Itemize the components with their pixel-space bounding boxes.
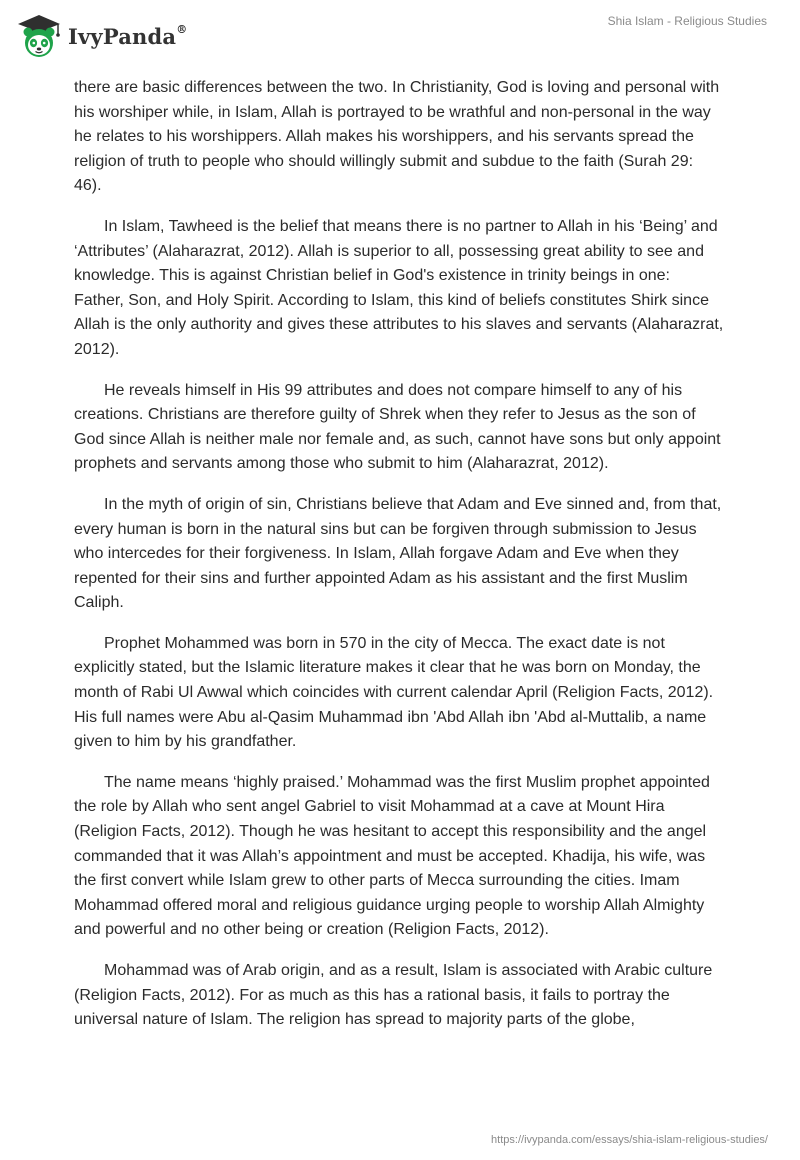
page-header: [0, 0, 800, 72]
paragraph: there are basic differences between the two. In Christianity, God is loving and personal with his worshiper while, in Islam, Allah is portrayed to be wrathful and non-personal in the way he relates to his worshippers. Allah makes his worshippers, and his servants spread the religion of truth to people who should willingly submit and subdue to the faith (Surah 29: 46).: [74, 79, 720, 195]
paragraph: He reveals himself in His 99 attributes and does not compare himself to any of his creations. Christians are therefore guilty of Shrek when they refer to Jesus as the son of God since Allah is neither male nor female and, as such, cannot have sons but only appoint prophets and servants among those who submit to him (Alaharazrat, 2012).: [74, 381, 721, 473]
document-title: Shia Islam - Religious Studies: [607, 14, 767, 28]
panda-graduate-icon: [14, 12, 64, 60]
logo-name: IvyPanda: [68, 23, 177, 49]
essay-body: [74, 76, 724, 1049]
paragraph: Prophet Mohammed was born in 570 in the city of Mecca. The exact date is not explicitly stated, but the Islamic literature makes it clear that he was born on Monday, the month of Rabi Ul Awwal which coincides with current calendar April (Religion Facts, 2012). His full names were Abu al-Qasim Muhammad ibn 'Abd Allah ibn 'Abd al-Muttalib, a name given to him by his grandfather.: [74, 634, 714, 751]
ivypanda-logo[interactable]: [14, 12, 187, 60]
registered-mark: ®: [176, 22, 188, 36]
paragraph: In the myth of origin of sin, Christians believe that Adam and Eve sinned and, from that, every human is born in the natural sins but can be forgiven through submission to Jesus who intercedes for their forgiveness. In Islam, Allah forgave Adam and Eve when they repented for their sins and further appointed Adam as his assistant and the first Muslim Caliph.: [74, 495, 722, 612]
source-url[interactable]: https://ivypanda.com/essays/shia-islam-religious-studies/: [491, 1134, 768, 1146]
paragraph: In Islam, Tawheed is the belief that means there is no partner to Allah in his ‘Being’ and ‘Attributes’ (Alaharazrat, 2012). Allah is superior to all, possessing great ability to see and knowledge. This is against Christian belief in God's existence in trinity beings in one: Father, Son, and Holy Spirit. According to Islam, this kind of beliefs constitutes Shirk since Allah is the only authority and gives these attributes to his slaves and servants (Alaharazrat, 2012).: [74, 217, 724, 358]
logo-wordmark: [68, 24, 187, 49]
paragraph: Mohammad was of Arab origin, and as a result, Islam is associated with Arabic culture (Religion Facts, 2012). For as much as this has a rational basis, it fails to portray the universal nature of Islam. The religion has spread to majority parts of the globe,: [74, 962, 713, 1029]
paragraph: The name means ‘highly praised.’ Mohammad was the first Muslim prophet appointed the role by Allah who sent angel Gabriel to visit Mohammad at a cave at Mount Hira (Religion Facts, 2012). Though he was hesitant to accept this responsibility and the angel commanded that it was Allah’s appointment and must be accepted. Khadija, his wife, was the first convert while Islam grew to other parts of Mecca surrounding the cities. Imam Mohammad offered moral and religious guidance urging people to worship Allah Almighty and powerful and no other being or creation (Religion Facts, 2012).: [74, 773, 710, 939]
